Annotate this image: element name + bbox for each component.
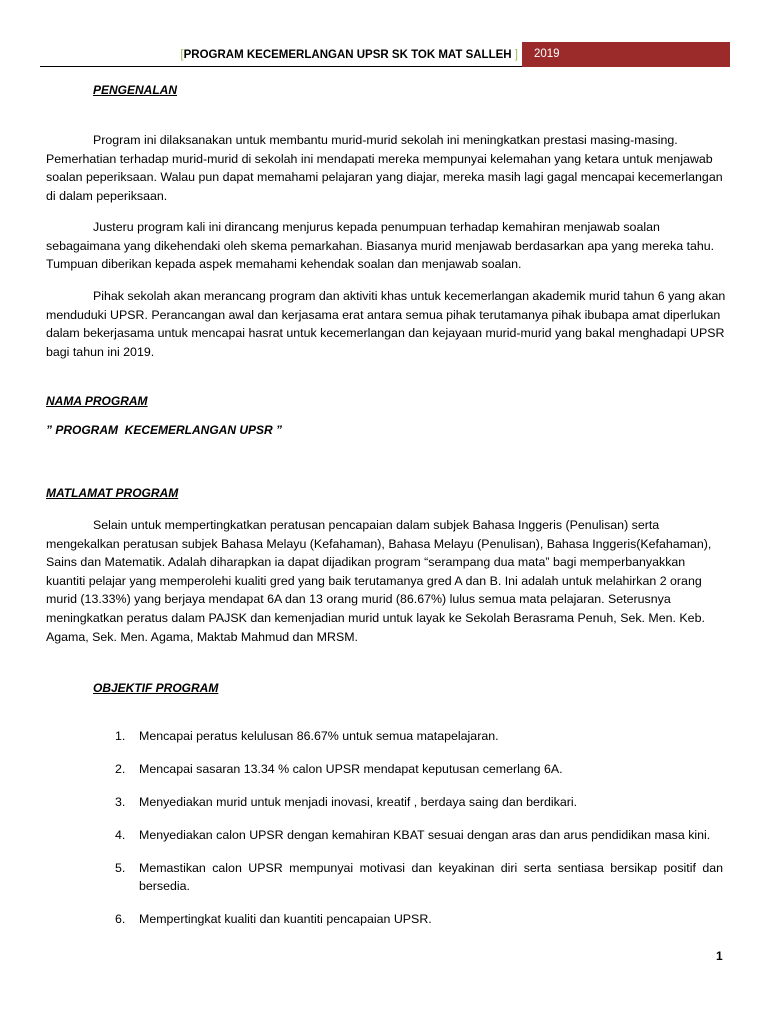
intro-paragraph-1: [46, 131, 726, 205]
objective-text: Mempertingkat kualiti dan kuantiti pencapaian UPSR.: [139, 912, 432, 926]
intro-paragraph-2-text: Justeru program kali ini dirancang menjurus kepada penumpuan terhadap kemahiran menjawab soalan sebagaimana yang dikehendaki oleh skema pemarkahan. Biasanya murid menjawab berdasarkan apa yang mereka tahu. Tumpuan diberikan kepada aspek memahami kehendak soalan dan menjawab soalan.: [46, 220, 715, 272]
objective-text: Mencapai peratus kelulusan 86.67% untuk semua matapelajaran.: [139, 729, 499, 743]
goal-heading: MATLAMAT PROGRAM: [46, 486, 179, 500]
intro-paragraph-1-text: Program ini dilaksanakan untuk membantu murid-murid sekolah ini meningkatkan prestasi masing-masing. Pemerhatian terhadap murid-murid di sekolah ini mendapati mereka mempunyai kelemahan yang ketara untuk menjawab soalan peperiksaan. Walau pun dapat memahami pelajaran yang diajar, mereka masih lagi gagal mencapai kecemerlangan di dalam peperiksaan.: [46, 133, 723, 203]
intro-paragraph-3: [46, 287, 726, 361]
intro-heading: PENGENALAN: [93, 83, 178, 97]
objective-text: Menyediakan calon UPSR dengan kemahiran KBAT sesuai dengan aras dan arus pendidikan masa kini.: [139, 828, 711, 842]
objective-item: [93, 859, 723, 895]
header-year: 2019: [522, 42, 730, 67]
objective-number: 6.: [115, 912, 126, 926]
objective-number: 3.: [115, 795, 126, 809]
goal-paragraph: [46, 516, 726, 646]
objective-text: Mencapai sasaran 13.34 % calon UPSR mendapat keputusan cemerlang 6A.: [139, 762, 563, 776]
objective-item: [93, 826, 723, 844]
program-name-heading: NAMA PROGRAM: [46, 394, 148, 408]
intro-paragraph-2: [46, 218, 726, 274]
header-rule: [40, 66, 526, 67]
objective-item: [93, 760, 723, 778]
objective-item: [93, 793, 723, 811]
objective-list: [93, 727, 723, 943]
header-title: [180, 49, 518, 61]
objective-item: [93, 727, 723, 745]
page-number: 1: [716, 949, 723, 963]
goal-paragraph-text: Selain untuk mempertingkatkan peratusan pencapaian dalam subjek Bahasa Inggeris (Penulisan) serta mengekalkan peratusan subjek Bahasa Melayu (Kefahaman), Bahasa Melayu (Penulisan), Bahasa Inggeris(Kefahaman), Sains dan Matematik. Adalah diharapkan ia dapat dijadikan program “serampang dua mata” bagi memperbanyakkan kuantiti pelajar yang memperolehi kualiti gred yang baik terutamanya gred A dan B. Ini adalah untuk melahirkan 2 orang murid (13.33%) yang berjaya mendapat 6A dan 13 orang murid (86.67%) lulus semua mata pelajaran. Seterusnya meningkatkan peratus dalam PAJSK dan kemenjadian murid untuk layak ke Sekolah Berasrama Penuh, Sek. Men. Keb. Agama, Sek. Men. Agama, Maktab Mahmud dan MRSM.: [46, 518, 712, 644]
header-title-text: PROGRAM KECEMERLANGAN UPSR SK TOK MAT SALLEH: [183, 49, 512, 61]
intro-paragraph-3-text: Pihak sekolah akan merancang program dan aktiviti khas untuk kecemerlangan akademik murid tahun 6 yang akan menduduki UPSR. Perancangan awal dan kerjasama erat antara semua pihak terutamanya pihak ibubapa amat diperlukan dalam bekerjasama untuk mencapai hasrat untuk kecemerlangan dan kejayaan murid-murid yang bakal menghadapi UPSR bagi tahun ini 2019.: [46, 289, 726, 359]
objective-number: 5.: [115, 861, 126, 875]
program-name: ” PROGRAM KECEMERLANGAN UPSR ”: [46, 423, 283, 437]
header-bracket-open: [: [180, 49, 184, 61]
header-bracket-close: ]: [514, 49, 518, 61]
objective-item: [93, 910, 723, 928]
objective-heading: OBJEKTIF PROGRAM: [93, 681, 219, 695]
objective-text: Menyediakan murid untuk menjadi inovasi, kreatif , berdaya saing dan berdikari.: [139, 795, 578, 809]
objective-number: 4.: [115, 828, 126, 842]
objective-number: 2.: [115, 762, 126, 776]
page-header: [40, 45, 730, 67]
objective-number: 1.: [115, 729, 126, 743]
objective-text: Memastikan calon UPSR mempunyai motivasi dan keyakinan diri serta sentiasa bersikap positif dan bersedia.: [139, 861, 723, 893]
